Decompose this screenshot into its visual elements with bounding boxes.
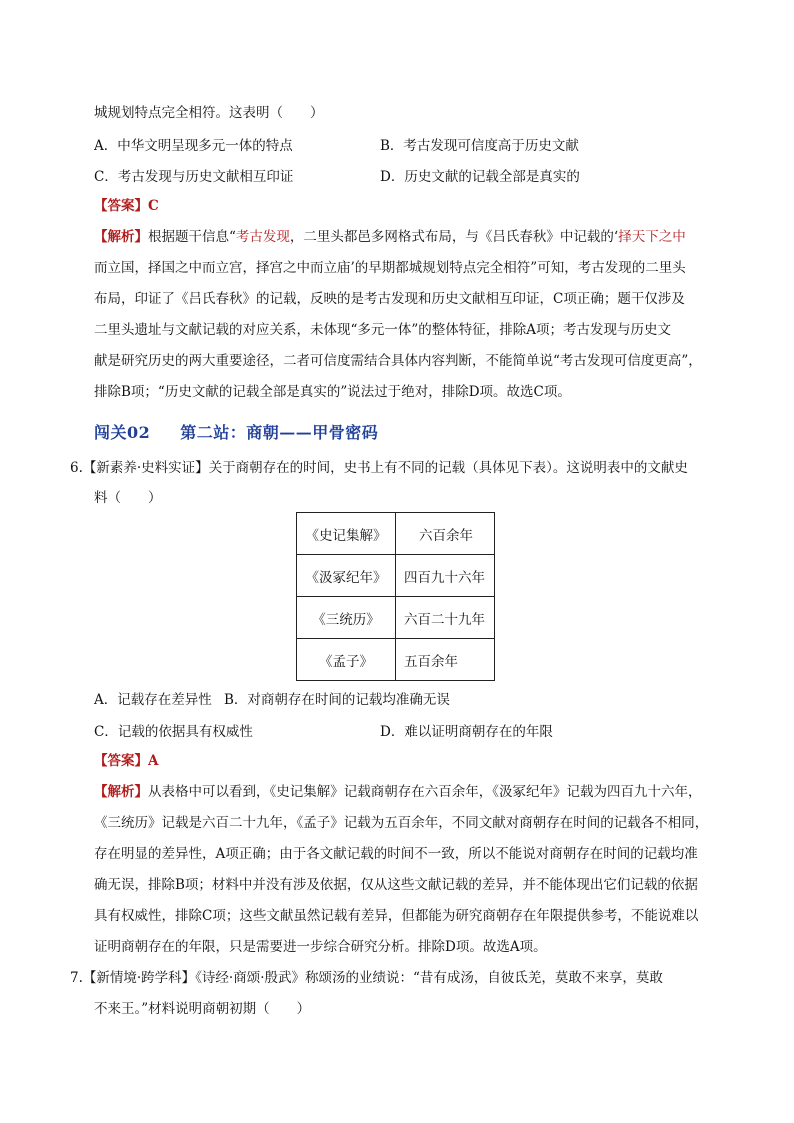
q6-stem: 关于商朝存在的时间，史书上有不同的记载（具体见下表）。这说明表中的文献史 xyxy=(208,460,688,476)
q6-analysis-line-2: 《三统历》记载是六百二十九年，《孟子》记载为五百余年，不同文献对商朝存在时间的记载各不相同， xyxy=(94,815,709,831)
table-row xyxy=(297,597,495,639)
table-cell: 《三统历》 xyxy=(297,597,396,639)
table-cell: 《史记集解》 xyxy=(297,513,396,555)
analysis-text: ，二里头都邑多网格式布局，与《吕氏春秋》中记载的‘ xyxy=(289,229,619,245)
table-cell: 六百余年 xyxy=(396,513,495,555)
table-row xyxy=(297,555,495,597)
q6-option-b: B．对商朝存在时间的记载均准确无误 xyxy=(224,692,450,708)
answer-label: 【答案】 xyxy=(94,753,148,769)
q6-answer xyxy=(94,751,158,771)
q6-stem-line-1 xyxy=(70,458,688,478)
analysis-label: 【解析】 xyxy=(94,229,148,245)
table-cell: 六百二十九年 xyxy=(396,597,495,639)
q6-number: 6. xyxy=(70,460,83,476)
section-heading xyxy=(94,420,378,443)
q7-number: 7. xyxy=(70,970,83,986)
table-row xyxy=(297,513,495,555)
q6-stem-line-2: 料（ ） xyxy=(94,490,162,506)
q5-analysis-line-5: 献是研究历史的两大重要途径，二者可信度需结合具体内容判断，不能简单说“考古发现可信度更高”， xyxy=(94,353,702,369)
q5-option-d: D．历史文献的记载全部是真实的 xyxy=(380,169,580,185)
answer-label: 【答案】 xyxy=(94,198,148,214)
analysis-quote: 择天下之中 xyxy=(618,229,686,245)
q5-analysis-line-4: 二里头遗址与文献记载的对应关系，未体现“多元一体”的整体特征，排除A项；考古发现与历史文 xyxy=(94,322,672,338)
answer-value: C xyxy=(148,198,159,214)
q6-analysis-line-6: 证明商朝存在的年限，只是需要进一步综合研究分析。排除D项。故选A项。 xyxy=(94,939,547,955)
q5-analysis-line-2: 而立国，择国之中而立宫，择宫之中而立庙’的早期都城规划特点完全相符”可知，考古发现的二里头 xyxy=(94,260,686,276)
q6-analysis-line-3: 存在明显的差异性，A项正确；由于各文献记载的时间不一致，所以不能说对商朝存在时间的记载均准 xyxy=(94,846,698,862)
q6-option-a: A．记载存在差异性 xyxy=(94,692,212,708)
source-table xyxy=(296,512,495,681)
analysis-text: 根据题干信息“ xyxy=(148,229,236,245)
q5-stem-end: 城规划特点完全相符。这表明（ ） xyxy=(94,105,324,121)
section-title: 第二站：商朝——甲骨密码 xyxy=(180,423,379,442)
q7-stem-line-1 xyxy=(70,968,663,988)
q5-option-b: B．考古发现可信度高于历史文献 xyxy=(380,138,579,154)
q5-analysis-line-3: 布局，印证了《吕氏春秋》的记载，反映的是考古发现和历史文献相互印证，C项正确；题干仅涉及 xyxy=(94,291,685,307)
q6-tag: 【新素养·史料实证】 xyxy=(82,460,209,476)
q7-stem: 《诗经·商颂·殷武》称颂汤的业绩说：“昔有成汤，自彼氐羌，莫敢不来享，莫敢 xyxy=(195,970,663,986)
analysis-label: 【解析】 xyxy=(94,784,148,800)
table-cell: 《汲冢纪年》 xyxy=(297,555,396,597)
q5-analysis-line-6: 排除B项；“历史文献的记载全部是真实的”说法过于绝对，排除D项。故选C项。 xyxy=(94,384,571,400)
q6-option-c: C．记载的依据具有权威性 xyxy=(94,724,253,740)
analysis-text: 从表格中可以看到，《史记集解》记载商朝存在六百余年，《汲冢纪年》记载为四百九十六年， xyxy=(148,784,702,800)
q5-answer xyxy=(94,196,159,216)
answer-value: A xyxy=(148,753,159,769)
q5-analysis-line-1 xyxy=(94,227,686,247)
q7-tag: 【新情境·跨学科】 xyxy=(82,970,196,986)
q6-analysis-line-4: 确无误，排除B项；材料中并没有涉及依据，仅从这些文献记载的差异，并不能体现出它们记载的依据 xyxy=(94,877,698,893)
table-row xyxy=(297,639,495,681)
q6-analysis-line-5: 具有权威性，排除C项；这些文献虽然记载有差异，但都能为研究商朝存在年限提供参考，不能说难以 xyxy=(94,908,699,924)
analysis-quote: 考古发现 xyxy=(235,229,290,245)
q6-option-d: D．难以证明商朝存在的年限 xyxy=(380,724,553,740)
q6-analysis-line-1 xyxy=(94,782,702,802)
section-code: 闯关02 xyxy=(94,423,151,442)
q5-option-a: A．中华文明呈现多元一体的特点 xyxy=(94,138,293,154)
table-cell: 四百九十六年 xyxy=(396,555,495,597)
q7-stem-line-2: 不来王。”材料说明商朝初期（ ） xyxy=(94,1001,311,1017)
table-cell: 五百余年 xyxy=(396,639,495,681)
table-cell: 《孟子》 xyxy=(297,639,396,681)
q5-option-c: C．考古发现与历史文献相互印证 xyxy=(94,169,294,185)
